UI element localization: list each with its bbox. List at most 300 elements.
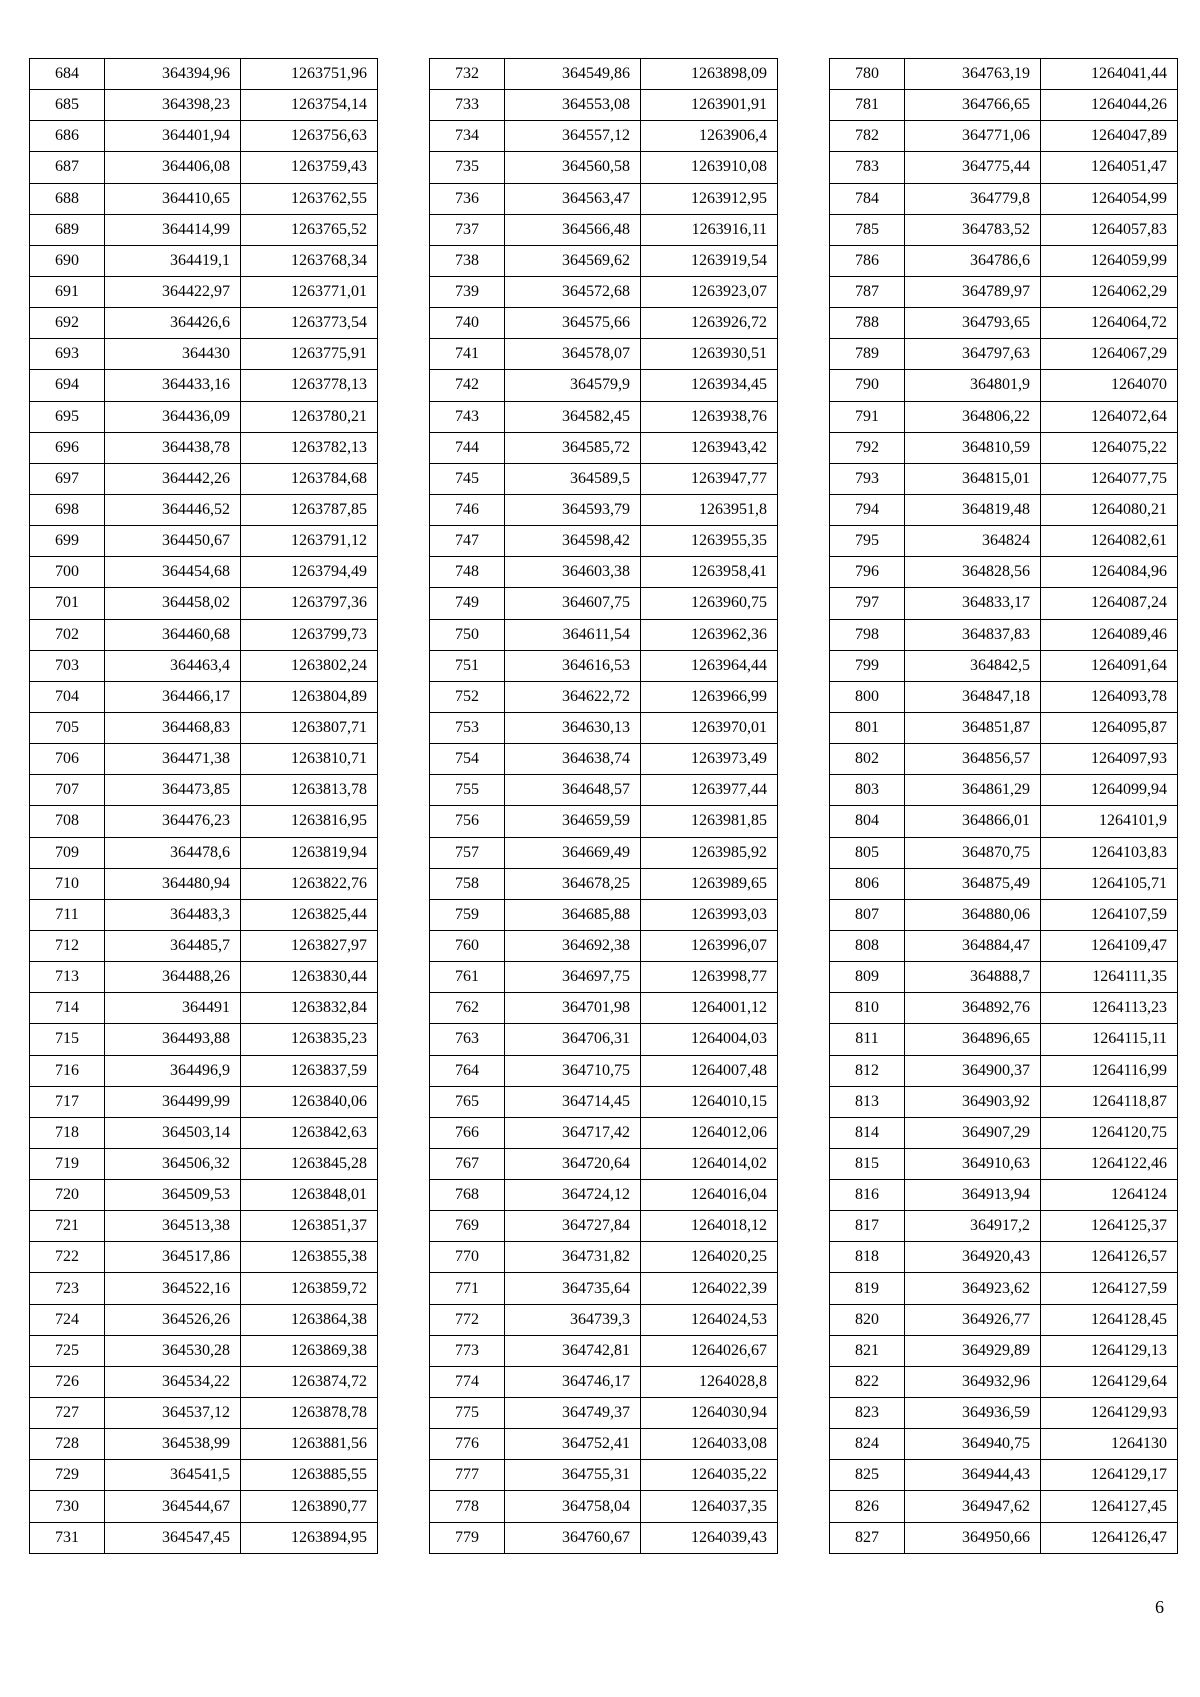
x-coordinate-cell: 364630,13 [505, 712, 641, 743]
y-coordinate-cell: 1264125,37 [1041, 1211, 1178, 1242]
y-coordinate-cell: 1263869,38 [241, 1335, 378, 1366]
y-coordinate-cell: 1264122,46 [1041, 1148, 1178, 1179]
x-coordinate-cell: 364766,65 [905, 90, 1041, 121]
table-row [30, 1148, 378, 1179]
table-row [430, 401, 778, 432]
x-coordinate-cell: 364940,75 [905, 1429, 1041, 1460]
point-number-cell: 731 [30, 1522, 105, 1553]
x-coordinate-cell: 364944,43 [905, 1460, 1041, 1491]
y-coordinate-cell: 1264113,23 [1041, 993, 1178, 1024]
point-number-cell: 763 [430, 1024, 505, 1055]
point-number-cell: 702 [30, 619, 105, 650]
point-number-cell: 793 [830, 463, 905, 494]
y-coordinate-cell: 1263837,59 [241, 1055, 378, 1086]
x-coordinate-cell: 364742,81 [505, 1335, 641, 1366]
point-number-cell: 760 [430, 930, 505, 961]
table-row [830, 744, 1178, 775]
table-row [830, 1398, 1178, 1429]
page-number: 6 [1155, 1597, 1164, 1617]
y-coordinate-cell: 1263898,09 [641, 59, 778, 90]
y-coordinate-cell: 1264084,96 [1041, 557, 1178, 588]
y-coordinate-cell: 1264091,64 [1041, 650, 1178, 681]
point-number-cell: 697 [30, 463, 105, 494]
table-row [430, 1304, 778, 1335]
table-row [30, 962, 378, 993]
point-number-cell: 752 [430, 681, 505, 712]
point-number-cell: 713 [30, 962, 105, 993]
y-coordinate-cell: 1264012,06 [641, 1117, 778, 1148]
table-row [830, 59, 1178, 90]
y-coordinate-cell: 1263855,38 [241, 1242, 378, 1273]
point-number-cell: 795 [830, 526, 905, 557]
point-number-cell: 710 [30, 868, 105, 899]
point-number-cell: 692 [30, 308, 105, 339]
x-coordinate-cell: 364678,25 [505, 868, 641, 899]
y-coordinate-cell: 1263993,03 [641, 899, 778, 930]
x-coordinate-cell: 364607,75 [505, 588, 641, 619]
table-row [830, 152, 1178, 183]
y-coordinate-cell: 1264062,29 [1041, 276, 1178, 307]
point-number-cell: 690 [30, 245, 105, 276]
y-coordinate-cell: 1263955,35 [641, 526, 778, 557]
point-number-cell: 788 [830, 308, 905, 339]
table-row [830, 463, 1178, 494]
x-coordinate-cell: 364913,94 [905, 1180, 1041, 1211]
point-number-cell: 813 [830, 1086, 905, 1117]
y-coordinate-cell: 1264127,45 [1041, 1491, 1178, 1522]
y-coordinate-cell: 1264129,13 [1041, 1335, 1178, 1366]
x-coordinate-cell: 364669,49 [505, 837, 641, 868]
table-row [830, 650, 1178, 681]
x-coordinate-cell: 364575,66 [505, 308, 641, 339]
y-coordinate-cell: 1263977,44 [641, 775, 778, 806]
table-row [30, 650, 378, 681]
table-row [830, 993, 1178, 1024]
x-coordinate-cell: 364936,59 [905, 1398, 1041, 1429]
point-number-cell: 759 [430, 899, 505, 930]
y-coordinate-cell: 1264018,12 [641, 1211, 778, 1242]
table-row [430, 993, 778, 1024]
y-coordinate-cell: 1263775,91 [241, 339, 378, 370]
x-coordinate-cell: 364875,49 [905, 868, 1041, 899]
y-coordinate-cell: 1264039,43 [641, 1522, 778, 1553]
y-coordinate-cell: 1263810,71 [241, 744, 378, 775]
table-row [30, 1491, 378, 1522]
y-coordinate-cell: 1263874,72 [241, 1366, 378, 1397]
x-coordinate-cell: 364485,7 [105, 930, 241, 961]
x-coordinate-cell: 364622,72 [505, 681, 641, 712]
point-number-cell: 736 [430, 183, 505, 214]
x-coordinate-cell: 364697,75 [505, 962, 641, 993]
point-number-cell: 783 [830, 152, 905, 183]
table-row [430, 619, 778, 650]
point-number-cell: 801 [830, 712, 905, 743]
y-coordinate-cell: 1263765,52 [241, 214, 378, 245]
x-coordinate-cell: 364842,5 [905, 650, 1041, 681]
table-row [830, 401, 1178, 432]
x-coordinate-cell: 364783,52 [905, 214, 1041, 245]
table-row [30, 1522, 378, 1553]
point-number-cell: 727 [30, 1398, 105, 1429]
x-coordinate-cell: 364950,66 [905, 1522, 1041, 1553]
y-coordinate-cell: 1263901,91 [641, 90, 778, 121]
y-coordinate-cell: 1263780,21 [241, 401, 378, 432]
point-number-cell: 723 [30, 1273, 105, 1304]
y-coordinate-cell: 1264129,93 [1041, 1398, 1178, 1429]
table-row [830, 1429, 1178, 1460]
y-coordinate-cell: 1264128,45 [1041, 1304, 1178, 1335]
table-row [830, 1211, 1178, 1242]
x-coordinate-cell: 364786,6 [905, 245, 1041, 276]
y-coordinate-cell: 1264064,72 [1041, 308, 1178, 339]
x-coordinate-cell: 364797,63 [905, 339, 1041, 370]
y-coordinate-cell: 1263919,54 [641, 245, 778, 276]
x-coordinate-cell: 364468,83 [105, 712, 241, 743]
point-number-cell: 741 [430, 339, 505, 370]
x-coordinate-cell: 364398,23 [105, 90, 241, 121]
table-row [30, 1055, 378, 1086]
point-number-cell: 709 [30, 837, 105, 868]
x-coordinate-cell: 364926,77 [905, 1304, 1041, 1335]
x-coordinate-cell: 364648,57 [505, 775, 641, 806]
table-row [30, 868, 378, 899]
point-number-cell: 729 [30, 1460, 105, 1491]
table-row [30, 1180, 378, 1211]
point-number-cell: 754 [430, 744, 505, 775]
y-coordinate-cell: 1263930,51 [641, 339, 778, 370]
x-coordinate-cell: 364932,96 [905, 1366, 1041, 1397]
point-number-cell: 707 [30, 775, 105, 806]
y-coordinate-cell: 1263799,73 [241, 619, 378, 650]
x-coordinate-cell: 364720,64 [505, 1148, 641, 1179]
table-row [30, 1398, 378, 1429]
y-coordinate-cell: 1263906,4 [641, 121, 778, 152]
point-number-cell: 705 [30, 712, 105, 743]
y-coordinate-cell: 1263985,92 [641, 837, 778, 868]
table-row [30, 494, 378, 525]
y-coordinate-cell: 1264020,25 [641, 1242, 778, 1273]
x-coordinate-cell: 364917,2 [905, 1211, 1041, 1242]
x-coordinate-cell: 364833,17 [905, 588, 1041, 619]
y-coordinate-cell: 1263832,84 [241, 993, 378, 1024]
x-coordinate-cell: 364616,53 [505, 650, 641, 681]
table-row [830, 1086, 1178, 1117]
y-coordinate-cell: 1263989,65 [641, 868, 778, 899]
y-coordinate-cell: 1263926,72 [641, 308, 778, 339]
x-coordinate-cell: 364538,99 [105, 1429, 241, 1460]
table-row [430, 1429, 778, 1460]
table-row [830, 183, 1178, 214]
y-coordinate-cell: 1264070 [1041, 370, 1178, 401]
y-coordinate-cell: 1264107,59 [1041, 899, 1178, 930]
y-coordinate-cell: 1263762,55 [241, 183, 378, 214]
x-coordinate-cell: 364746,17 [505, 1366, 641, 1397]
y-coordinate-cell: 1263951,8 [641, 494, 778, 525]
x-coordinate-cell: 364752,41 [505, 1429, 641, 1460]
y-coordinate-cell: 1264075,22 [1041, 432, 1178, 463]
x-coordinate-cell: 364828,56 [905, 557, 1041, 588]
table-row [830, 526, 1178, 557]
y-coordinate-cell: 1263822,76 [241, 868, 378, 899]
point-number-cell: 791 [830, 401, 905, 432]
table-row [430, 90, 778, 121]
table-row [830, 1055, 1178, 1086]
y-coordinate-cell: 1264033,08 [641, 1429, 778, 1460]
x-coordinate-cell: 364685,88 [505, 899, 641, 930]
x-coordinate-cell: 364537,12 [105, 1398, 241, 1429]
y-coordinate-cell: 1264129,17 [1041, 1460, 1178, 1491]
point-number-cell: 823 [830, 1398, 905, 1429]
point-number-cell: 777 [430, 1460, 505, 1491]
table-row [30, 1460, 378, 1491]
point-number-cell: 740 [430, 308, 505, 339]
point-number-cell: 748 [430, 557, 505, 588]
x-coordinate-cell: 364549,86 [505, 59, 641, 90]
table-row [830, 370, 1178, 401]
x-coordinate-cell: 364553,08 [505, 90, 641, 121]
x-coordinate-cell: 364426,6 [105, 308, 241, 339]
point-number-cell: 802 [830, 744, 905, 775]
y-coordinate-cell: 1263759,43 [241, 152, 378, 183]
x-coordinate-cell: 364866,01 [905, 806, 1041, 837]
table-row [30, 930, 378, 961]
x-coordinate-cell: 364880,06 [905, 899, 1041, 930]
y-coordinate-cell: 1263773,54 [241, 308, 378, 339]
table-row [830, 588, 1178, 619]
point-number-cell: 778 [430, 1491, 505, 1522]
point-number-cell: 798 [830, 619, 905, 650]
y-coordinate-cell: 1263794,49 [241, 557, 378, 588]
point-number-cell: 810 [830, 993, 905, 1024]
point-number-cell: 726 [30, 1366, 105, 1397]
y-coordinate-cell: 1263819,94 [241, 837, 378, 868]
x-coordinate-cell: 364706,31 [505, 1024, 641, 1055]
table-row [30, 308, 378, 339]
table-row [430, 1398, 778, 1429]
point-number-cell: 696 [30, 432, 105, 463]
point-number-cell: 739 [430, 276, 505, 307]
table-row [830, 899, 1178, 930]
x-coordinate-cell: 364460,68 [105, 619, 241, 650]
y-coordinate-cell: 1264026,67 [641, 1335, 778, 1366]
x-coordinate-cell: 364593,79 [505, 494, 641, 525]
table-row [830, 557, 1178, 588]
point-number-cell: 722 [30, 1242, 105, 1273]
x-coordinate-cell: 364463,4 [105, 650, 241, 681]
point-number-cell: 749 [430, 588, 505, 619]
x-coordinate-cell: 364638,74 [505, 744, 641, 775]
point-number-cell: 686 [30, 121, 105, 152]
x-coordinate-cell: 364541,5 [105, 1460, 241, 1491]
table-row [430, 245, 778, 276]
point-number-cell: 716 [30, 1055, 105, 1086]
x-coordinate-cell: 364563,47 [505, 183, 641, 214]
x-coordinate-cell: 364433,16 [105, 370, 241, 401]
point-number-cell: 765 [430, 1086, 505, 1117]
table-row [830, 214, 1178, 245]
y-coordinate-cell: 1263964,44 [641, 650, 778, 681]
y-coordinate-cell: 1263851,37 [241, 1211, 378, 1242]
point-number-cell: 747 [430, 526, 505, 557]
x-coordinate-cell: 364779,8 [905, 183, 1041, 214]
y-coordinate-cell: 1263804,89 [241, 681, 378, 712]
y-coordinate-cell: 1264067,29 [1041, 339, 1178, 370]
y-coordinate-cell: 1264047,89 [1041, 121, 1178, 152]
y-coordinate-cell: 1263958,41 [641, 557, 778, 588]
y-coordinate-cell: 1263751,96 [241, 59, 378, 90]
point-number-cell: 742 [430, 370, 505, 401]
y-coordinate-cell: 1263916,11 [641, 214, 778, 245]
x-coordinate-cell: 364491 [105, 993, 241, 1024]
x-coordinate-cell: 364589,5 [505, 463, 641, 494]
table-row [30, 370, 378, 401]
x-coordinate-cell: 364572,68 [505, 276, 641, 307]
x-coordinate-cell: 364837,83 [905, 619, 1041, 650]
y-coordinate-cell: 1263848,01 [241, 1180, 378, 1211]
x-coordinate-cell: 364544,67 [105, 1491, 241, 1522]
point-number-cell: 772 [430, 1304, 505, 1335]
table-row [30, 183, 378, 214]
table-row [830, 962, 1178, 993]
y-coordinate-cell: 1263864,38 [241, 1304, 378, 1335]
table-row [30, 588, 378, 619]
x-coordinate-cell: 364566,48 [505, 214, 641, 245]
point-number-cell: 811 [830, 1024, 905, 1055]
table-row [430, 152, 778, 183]
table-row [830, 775, 1178, 806]
table-row [30, 1335, 378, 1366]
x-coordinate-cell: 364900,37 [905, 1055, 1041, 1086]
table-row [430, 806, 778, 837]
point-number-cell: 827 [830, 1522, 905, 1553]
point-number-cell: 743 [430, 401, 505, 432]
table-row [30, 152, 378, 183]
table-row [430, 214, 778, 245]
y-coordinate-cell: 1263830,44 [241, 962, 378, 993]
table-row [830, 1242, 1178, 1273]
point-number-cell: 794 [830, 494, 905, 525]
x-coordinate-cell: 364547,45 [105, 1522, 241, 1553]
x-coordinate-cell: 364815,01 [905, 463, 1041, 494]
point-number-cell: 784 [830, 183, 905, 214]
point-number-cell: 775 [430, 1398, 505, 1429]
point-number-cell: 818 [830, 1242, 905, 1273]
table-row [430, 650, 778, 681]
table-row [830, 1460, 1178, 1491]
x-coordinate-cell: 364480,94 [105, 868, 241, 899]
table-row [30, 1211, 378, 1242]
y-coordinate-cell: 1264118,87 [1041, 1086, 1178, 1117]
point-number-cell: 822 [830, 1366, 905, 1397]
table-row [430, 1491, 778, 1522]
point-number-cell: 826 [830, 1491, 905, 1522]
y-coordinate-cell: 1263835,23 [241, 1024, 378, 1055]
y-coordinate-cell: 1263938,76 [641, 401, 778, 432]
y-coordinate-cell: 1263825,44 [241, 899, 378, 930]
table-row [830, 1335, 1178, 1366]
point-number-cell: 698 [30, 494, 105, 525]
table-row [830, 1180, 1178, 1211]
x-coordinate-cell: 364473,85 [105, 775, 241, 806]
x-coordinate-cell: 364401,94 [105, 121, 241, 152]
y-coordinate-cell: 1264041,44 [1041, 59, 1178, 90]
x-coordinate-cell: 364578,07 [505, 339, 641, 370]
table-row [430, 1148, 778, 1179]
point-number-cell: 711 [30, 899, 105, 930]
table-row [430, 930, 778, 961]
table-row [430, 681, 778, 712]
table-row [430, 494, 778, 525]
y-coordinate-cell: 1264120,75 [1041, 1117, 1178, 1148]
y-coordinate-cell: 1264089,46 [1041, 619, 1178, 650]
table-row [830, 806, 1178, 837]
x-coordinate-cell: 364603,38 [505, 557, 641, 588]
table-row [830, 1117, 1178, 1148]
point-number-cell: 781 [830, 90, 905, 121]
point-number-cell: 746 [430, 494, 505, 525]
table-row [830, 619, 1178, 650]
y-coordinate-cell: 1263910,08 [641, 152, 778, 183]
y-coordinate-cell: 1264126,57 [1041, 1242, 1178, 1273]
y-coordinate-cell: 1264111,35 [1041, 962, 1178, 993]
x-coordinate-cell: 364488,26 [105, 962, 241, 993]
table-row [430, 1335, 778, 1366]
x-coordinate-cell: 364471,38 [105, 744, 241, 775]
point-number-cell: 809 [830, 962, 905, 993]
point-number-cell: 687 [30, 152, 105, 183]
table-row [830, 432, 1178, 463]
point-number-cell: 689 [30, 214, 105, 245]
table-row [30, 1366, 378, 1397]
x-coordinate-cell: 364446,52 [105, 494, 241, 525]
table-row [830, 1522, 1178, 1553]
y-coordinate-cell: 1264105,71 [1041, 868, 1178, 899]
point-number-cell: 768 [430, 1180, 505, 1211]
y-coordinate-cell: 1264059,99 [1041, 245, 1178, 276]
point-number-cell: 708 [30, 806, 105, 837]
x-coordinate-cell: 364611,54 [505, 619, 641, 650]
table-row [30, 557, 378, 588]
table-row [30, 90, 378, 121]
y-coordinate-cell: 1264099,94 [1041, 775, 1178, 806]
x-coordinate-cell: 364910,63 [905, 1148, 1041, 1179]
y-coordinate-cell: 1264077,75 [1041, 463, 1178, 494]
x-coordinate-cell: 364476,23 [105, 806, 241, 837]
y-coordinate-cell: 1263943,42 [641, 432, 778, 463]
x-coordinate-cell: 364923,62 [905, 1273, 1041, 1304]
table-row [30, 712, 378, 743]
x-coordinate-cell: 364771,06 [905, 121, 1041, 152]
table-row [30, 214, 378, 245]
y-coordinate-cell: 1264035,22 [641, 1460, 778, 1491]
point-number-cell: 735 [430, 152, 505, 183]
point-number-cell: 725 [30, 1335, 105, 1366]
x-coordinate-cell: 364394,96 [105, 59, 241, 90]
coordinate-table-2 [429, 58, 778, 1554]
table-row [830, 1366, 1178, 1397]
point-number-cell: 776 [430, 1429, 505, 1460]
point-number-cell: 770 [430, 1242, 505, 1273]
x-coordinate-cell: 364436,09 [105, 401, 241, 432]
x-coordinate-cell: 364410,65 [105, 183, 241, 214]
point-number-cell: 758 [430, 868, 505, 899]
y-coordinate-cell: 1264087,24 [1041, 588, 1178, 619]
y-coordinate-cell: 1263813,78 [241, 775, 378, 806]
table-row [30, 401, 378, 432]
y-coordinate-cell: 1264007,48 [641, 1055, 778, 1086]
y-coordinate-cell: 1263827,97 [241, 930, 378, 961]
point-number-cell: 785 [830, 214, 905, 245]
